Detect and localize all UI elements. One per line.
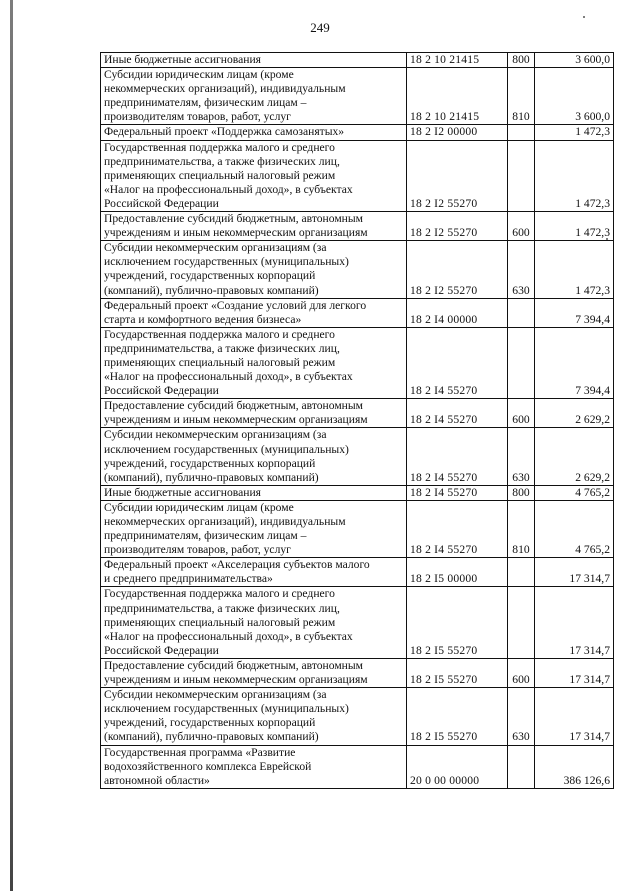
cell-amount: [535, 485, 614, 500]
cell-target-code-text: 18 2 I4 55270: [410, 470, 478, 484]
cell-expense-type: [508, 500, 535, 557]
cell-target-code: [407, 327, 508, 398]
cell-name-text: Предоставление субсидий бюджетным, автономным учреждениям и иным некоммерческим организациям: [104, 658, 368, 687]
cell-expense-type: [508, 212, 535, 241]
cell-amount: [535, 587, 614, 658]
cell-amount-text: 386 126,6: [563, 773, 610, 787]
cell-name: [101, 140, 407, 211]
cell-amount-text: 1 472,3: [575, 283, 610, 297]
cell-amount: [535, 68, 614, 125]
table-row: [101, 68, 614, 125]
scan-edge-shadow: [10, 0, 13, 891]
cell-target-code: [407, 688, 508, 745]
cell-amount-text: 17 314,7: [569, 673, 610, 687]
cell-amount: [535, 500, 614, 557]
table-row: [101, 745, 614, 788]
cell-amount: [535, 140, 614, 211]
table-row: [101, 558, 614, 587]
cell-target-code-text: 18 2 I2 00000: [410, 125, 478, 139]
cell-target-code: [407, 587, 508, 658]
cell-name: [101, 241, 407, 298]
cell-target-code: [407, 241, 508, 298]
cell-expense-type-text: 630: [512, 730, 530, 744]
cell-amount-text: 1 472,3: [575, 226, 610, 240]
cell-name-text: Федеральный проект «Акселерация субъектов малого и среднего предпринимательства»: [104, 558, 370, 586]
cell-name: [101, 500, 407, 557]
cell-expense-type-text: 600: [512, 413, 530, 427]
table-row: [101, 500, 614, 557]
cell-target-code-text: 18 2 I5 55270: [410, 730, 478, 744]
table-row: [101, 688, 614, 745]
cell-name: [101, 298, 407, 327]
cell-amount-text: 1 472,3: [575, 196, 610, 210]
cell-target-code-text: 18 2 I2 55270: [410, 283, 478, 297]
cell-target-code-text: 20 0 00 00000: [410, 773, 480, 787]
cell-amount-text: 2 629,2: [575, 413, 610, 427]
cell-name: [101, 688, 407, 745]
cell-expense-type-text: 800: [512, 485, 530, 499]
cell-name-text: Субсидии некоммерческим организациям (за исключением государственных (муниципальных) учреждений, государственных корпораций (компаний), публично-правовых компаний): [104, 428, 349, 484]
cell-name-text: Федеральный проект «Поддержка самозанятых»: [104, 125, 345, 139]
cell-target-code: [407, 212, 508, 241]
cell-expense-type: [508, 399, 535, 428]
cell-amount-text: 17 314,7: [569, 730, 610, 744]
cell-target-code-text: 18 2 I5 00000: [410, 572, 478, 586]
cell-name: [101, 558, 407, 587]
cell-target-code-text: 18 2 I4 00000: [410, 312, 478, 326]
cell-amount-text: 3 600,0: [575, 110, 610, 124]
cell-expense-type: [508, 140, 535, 211]
cell-target-code: [407, 53, 508, 68]
cell-expense-type: [508, 125, 535, 140]
cell-target-code: [407, 500, 508, 557]
cell-amount: [535, 399, 614, 428]
cell-expense-type-text: 810: [512, 110, 530, 124]
cell-target-code-text: 18 2 I2 55270: [410, 226, 478, 240]
cell-name-text: Федеральный проект «Создание условий для легкого старта и комфортного ведения бизнеса»: [104, 298, 367, 326]
cell-name: [101, 212, 407, 241]
cell-amount-text: 7 394,4: [575, 384, 610, 398]
cell-name-text: Субсидии некоммерческим организациям (за исключением государственных (муниципальных) учреждений, государственных корпораций (компаний), публично-правовых компаний): [104, 688, 349, 744]
cell-amount: [535, 125, 614, 140]
cell-expense-type: [508, 327, 535, 398]
cell-name-text: Субсидии некоммерческим организациям (за исключением государственных (муниципальных) учреждений, государственных корпораций (компаний), публично-правовых компаний): [104, 241, 349, 297]
cell-target-code-text: 18 2 10 21415: [410, 53, 480, 66]
cell-target-code: [407, 399, 508, 428]
cell-amount: [535, 558, 614, 587]
cell-amount: [535, 327, 614, 398]
cell-target-code: [407, 558, 508, 587]
cell-name: [101, 485, 407, 500]
cell-target-code-text: 18 2 I4 55270: [410, 485, 478, 499]
cell-name-text: Государственная поддержка малого и среднего предпринимательства, а также физических лиц, применяющих специальный налоговый режим «Налог на профессиональный доход», в субъектах Российской Федерации: [104, 140, 353, 210]
cell-target-code-text: 18 2 I4 55270: [410, 413, 478, 427]
cell-target-code-text: 18 2 I4 55270: [410, 384, 478, 398]
table-row: [101, 212, 614, 241]
cell-target-code-text: 18 2 10 21415: [410, 110, 480, 124]
cell-name: [101, 327, 407, 398]
cell-expense-type-text: 800: [512, 53, 530, 66]
table-row: [101, 140, 614, 211]
cell-expense-type: [508, 241, 535, 298]
cell-name-text: Государственная поддержка малого и среднего предпринимательства, а также физических лиц, применяющих специальный налоговый режим «Налог на профессиональный доход», в субъектах Российской Федерации: [104, 587, 353, 657]
table-body: [101, 53, 614, 789]
cell-name: [101, 587, 407, 658]
cell-expense-type: [508, 298, 535, 327]
cell-target-code: [407, 745, 508, 788]
cell-amount-text: 1 472,3: [575, 125, 610, 139]
cell-target-code: [407, 485, 508, 500]
cell-expense-type: [508, 658, 535, 687]
cell-expense-type-text: 600: [512, 673, 530, 687]
cell-amount: [535, 241, 614, 298]
cell-amount-text: 2 629,2: [575, 470, 610, 484]
cell-expense-type: [508, 53, 535, 68]
page-number: 249: [310, 20, 330, 35]
cell-target-code: [407, 68, 508, 125]
cell-target-code-text: 18 2 I5 55270: [410, 673, 478, 687]
cell-target-code-text: 18 2 I5 55270: [410, 643, 478, 657]
cell-name: [101, 399, 407, 428]
cell-amount-text: 4 765,2: [575, 485, 610, 499]
cell-expense-type: [508, 587, 535, 658]
cell-expense-type-text: 600: [512, 226, 530, 240]
cell-amount: [535, 688, 614, 745]
cell-amount: [535, 298, 614, 327]
cell-name: [101, 658, 407, 687]
cell-name-text: Субсидии юридическим лицам (кроме некоммерческих организаций), индивидуальным предпринимателям, физическим лицам – производителям товаров, работ, услуг: [104, 68, 346, 124]
cell-name: [101, 53, 407, 68]
cell-amount: [535, 745, 614, 788]
table-row: [101, 485, 614, 500]
cell-name-text: Иные бюджетные ассигнования: [104, 485, 261, 499]
cell-name: [101, 428, 407, 485]
cell-target-code: [407, 140, 508, 211]
table-row: [101, 241, 614, 298]
table-row: [101, 399, 614, 428]
cell-target-code: [407, 298, 508, 327]
cell-expense-type: [508, 688, 535, 745]
cell-name-text: Предоставление субсидий бюджетным, автономным учреждениям и иным некоммерческим организациям: [104, 212, 368, 240]
cell-name-text: Государственная поддержка малого и среднего предпринимательства, а также физических лиц, применяющих специальный налоговый режим «Налог на профессиональный доход», в субъектах Российской Федерации: [104, 327, 353, 398]
cell-amount-text: 17 314,7: [569, 643, 610, 657]
cell-target-code: [407, 125, 508, 140]
table-row: [101, 53, 614, 68]
cell-target-code-text: 18 2 I4 55270: [410, 543, 478, 557]
cell-expense-type-text: 630: [512, 283, 530, 297]
cell-expense-type: [508, 68, 535, 125]
table-row: [101, 587, 614, 658]
cell-expense-type: [508, 485, 535, 500]
cell-amount: [535, 53, 614, 68]
cell-amount: [535, 212, 614, 241]
cell-amount: [535, 428, 614, 485]
cell-name: [101, 745, 407, 788]
cell-name-text: Субсидии юридическим лицам (кроме некоммерческих организаций), индивидуальным предпринимателям, физическим лицам – производителям товаров, работ, услуг: [104, 500, 346, 557]
table-row: [101, 658, 614, 687]
table-row: [101, 327, 614, 398]
cell-target-code: [407, 658, 508, 687]
scan-speck: [583, 16, 585, 18]
cell-target-code: [407, 428, 508, 485]
cell-expense-type: [508, 558, 535, 587]
cell-amount-text: 4 765,2: [575, 543, 610, 557]
cell-name: [101, 125, 407, 140]
cell-name-text: Иные бюджетные ассигнования: [104, 53, 261, 66]
table-row: [101, 125, 614, 140]
cell-expense-type-text: 630: [512, 470, 530, 484]
cell-target-code-text: 18 2 I2 55270: [410, 196, 478, 210]
budget-allocation-table: [100, 52, 614, 789]
cell-name: [101, 68, 407, 125]
cell-expense-type: [508, 745, 535, 788]
cell-amount-text: 7 394,4: [575, 312, 610, 326]
cell-amount: [535, 658, 614, 687]
cell-name-text: Государственная программа «Развитие водохозяйственного комплекса Еврейской автономной области»: [104, 745, 312, 787]
table-row: [101, 298, 614, 327]
cell-name-text: Предоставление субсидий бюджетным, автономным учреждениям и иным некоммерческим организациям: [104, 399, 368, 427]
cell-expense-type: [508, 428, 535, 485]
cell-expense-type-text: 810: [512, 543, 530, 557]
table-row: [101, 428, 614, 485]
cell-amount-text: 17 314,7: [569, 572, 610, 586]
cell-amount-text: 3 600,0: [575, 53, 610, 66]
